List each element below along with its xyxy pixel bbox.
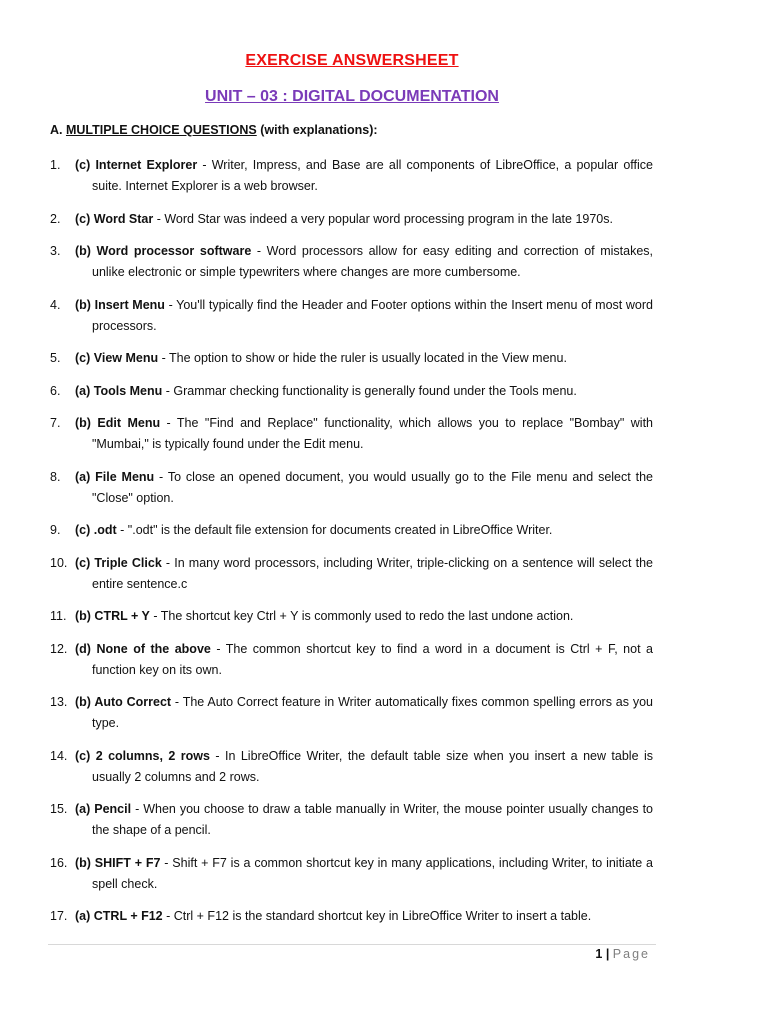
- item-explanation: - The common shortcut key to find a word in a document is Ctrl + F, not a function key on its own.: [92, 641, 653, 677]
- item-number: 4.: [50, 297, 61, 312]
- item-explanation: - Word Star was indeed a very popular word processing program in the late 1970s.: [153, 211, 613, 226]
- item-answer: (c) View Menu: [75, 351, 159, 365]
- item-number: 7.: [50, 416, 61, 430]
- section-heading: [50, 123, 378, 137]
- item-explanation: - The "Find and Replace" functionality, which allows you to replace "Bombay" with "Mumbai," is typically found under the Edit menu.: [92, 416, 653, 451]
- item-number: 5.: [50, 351, 61, 365]
- item-body: [50, 692, 653, 734]
- list-item: [50, 348, 653, 369]
- list-item: [50, 799, 653, 841]
- item-body: [50, 606, 653, 627]
- item-body: [50, 413, 653, 455]
- page-label: Page: [612, 947, 650, 961]
- item-body: [50, 467, 653, 509]
- item-explanation: - The Auto Correct feature in Writer automatically fixes common spelling errors as you type.: [92, 695, 653, 730]
- list-item: [50, 606, 653, 627]
- item-explanation: - Shift + F7 is a common shortcut key in many applications, including Writer, to initiate a spell check.: [92, 855, 653, 891]
- list-item: [50, 295, 653, 337]
- item-number: 17.: [50, 909, 68, 923]
- item-answer: (b) CTRL + Y: [75, 609, 150, 623]
- item-number: 2.: [50, 211, 61, 226]
- item-body: [50, 639, 653, 681]
- list-item: [50, 639, 653, 681]
- list-item: [50, 413, 653, 455]
- section-suffix: (with explanations):: [256, 123, 378, 137]
- item-number: 15.: [50, 802, 68, 816]
- list-item: [50, 520, 653, 541]
- item-number: 8.: [50, 469, 61, 484]
- item-body: [50, 348, 653, 369]
- section-heading-underlined: MULTIPLE CHOICE QUESTIONS: [65, 123, 257, 137]
- item-explanation: - When you choose to draw a table manually in Writer, the mouse pointer usually changes to the shape of a pencil.: [92, 802, 653, 837]
- item-answer: (a) File Menu: [75, 469, 155, 484]
- item-explanation: - Word processors allow for easy editing and correction of mistakes, unlike electronic or simple typewriters where changes are more cumbersome.: [92, 244, 653, 279]
- item-number: 11.: [50, 609, 67, 623]
- list-item: [50, 241, 653, 283]
- list-item: [50, 853, 653, 895]
- item-answer: (b) SHIFT + F7: [75, 855, 161, 870]
- item-body: [50, 295, 653, 337]
- item-number: 13.: [50, 695, 68, 709]
- item-number: 14.: [50, 748, 68, 763]
- item-number: 3.: [50, 244, 61, 258]
- item-body: [50, 241, 653, 283]
- page-footer: [595, 947, 650, 961]
- item-explanation: - Grammar checking functionality is generally found under the Tools menu.: [162, 383, 577, 398]
- item-explanation: - You'll typically find the Header and Footer options within the Insert menu of most word processors.: [92, 297, 653, 333]
- item-answer: (a) Tools Menu: [75, 383, 163, 398]
- page-number: 1: [595, 947, 603, 961]
- footer-divider: [48, 944, 656, 945]
- item-body: [50, 853, 653, 895]
- item-number: 16.: [50, 855, 68, 870]
- item-answer: (c) Internet Explorer: [75, 158, 198, 172]
- list-item: [50, 906, 653, 927]
- item-explanation: - The shortcut key Ctrl + Y is commonly used to redo the last undone action.: [149, 609, 574, 623]
- item-body: [50, 155, 653, 197]
- item-body: [50, 799, 653, 841]
- item-explanation: - Writer, Impress, and Base are all components of LibreOffice, a popular office suite. Internet Explorer is a web browser.: [92, 158, 653, 193]
- list-item: [50, 746, 653, 788]
- item-body: [50, 209, 653, 230]
- item-explanation: - In many word processors, including Writer, triple-clicking on a sentence will select the entire sentence.c: [92, 555, 653, 591]
- page-separator: |: [602, 947, 613, 961]
- list-item: [50, 692, 653, 734]
- list-item: [50, 467, 653, 509]
- item-answer: (d) None of the above: [75, 641, 211, 656]
- page-title: EXERCISE ANSWERSHEET: [245, 52, 459, 69]
- list-item: [50, 209, 653, 230]
- item-answer: (c) 2 columns, 2 rows: [75, 748, 210, 763]
- answer-list: [50, 155, 653, 939]
- item-answer: (a) Pencil: [75, 802, 132, 816]
- item-explanation: - The option to show or hide the ruler is usually located in the View menu.: [158, 351, 567, 365]
- item-answer: (c) Triple Click: [75, 555, 162, 570]
- item-explanation: - Ctrl + F12 is the standard shortcut key in LibreOffice Writer to insert a table.: [162, 909, 592, 923]
- section-prefix: A.: [50, 123, 66, 137]
- item-body: [50, 906, 653, 927]
- item-body: [50, 746, 653, 788]
- item-answer: (b) Word processor software: [75, 244, 252, 258]
- item-answer: (b) Edit Menu: [75, 416, 161, 430]
- item-number: 9.: [50, 523, 61, 537]
- list-item: [50, 155, 653, 197]
- item-explanation: - To close an opened document, you would usually go to the File menu and select the "Close" option.: [92, 469, 653, 505]
- item-answer: (a) CTRL + F12: [75, 909, 163, 923]
- item-body: [50, 553, 653, 595]
- item-number: 6.: [50, 383, 61, 398]
- item-number: 1.: [50, 158, 61, 172]
- item-explanation: - ".odt" is the default file extension for documents created in LibreOffice Writer.: [116, 523, 553, 537]
- item-answer: (b) Auto Correct: [75, 695, 172, 709]
- item-body: [50, 520, 653, 541]
- item-number: 10.: [50, 555, 68, 570]
- list-item: [50, 381, 653, 402]
- unit-subtitle: UNIT – 03 : DIGITAL DOCUMENTATION: [205, 88, 499, 105]
- item-body: [50, 381, 653, 402]
- list-item: [50, 553, 653, 595]
- item-explanation: - In LibreOffice Writer, the default table size when you insert a new table is usually 2 columns and 2 rows.: [92, 748, 653, 784]
- item-number: 12.: [50, 641, 68, 656]
- item-answer: (c) .odt: [75, 523, 117, 537]
- item-answer: (b) Insert Menu: [75, 297, 165, 312]
- item-answer: (c) Word Star: [75, 211, 154, 226]
